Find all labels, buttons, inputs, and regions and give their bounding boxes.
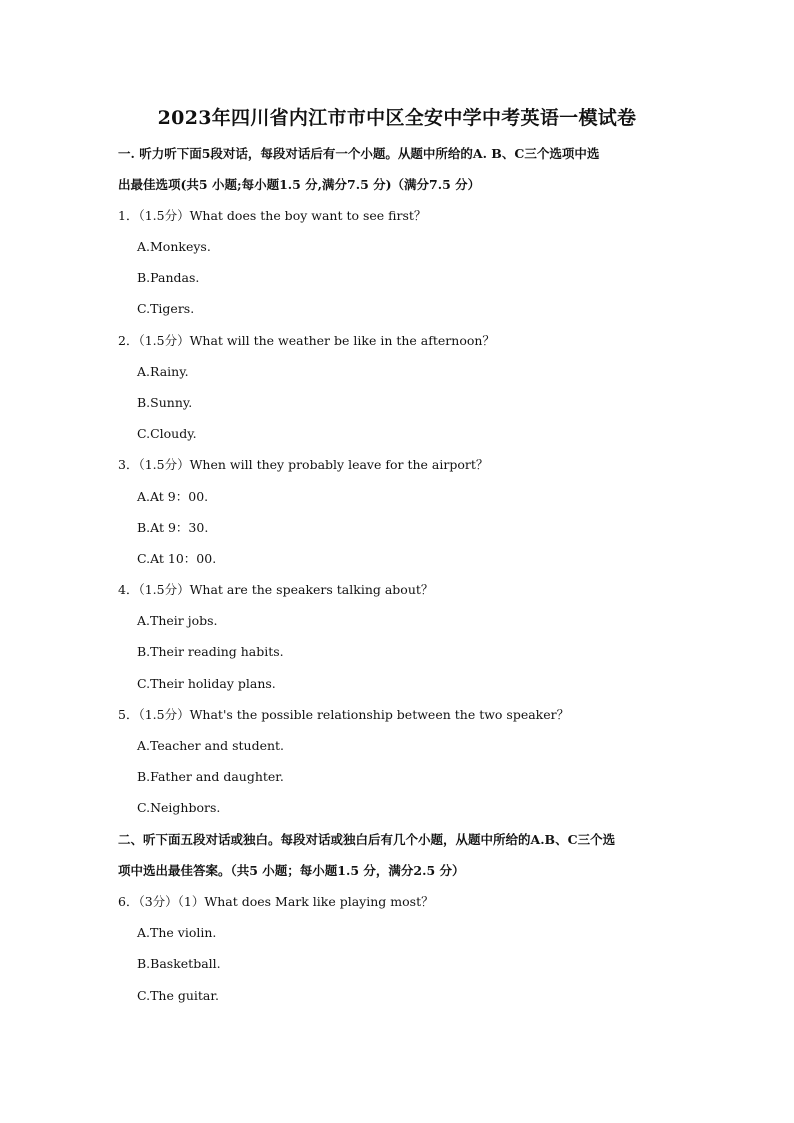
question-3-option-a: A.At 9：00. [137, 489, 209, 504]
question-3-option-c: C.At 10：00. [137, 551, 217, 566]
question-2-option-c: C.Cloudy. [137, 426, 197, 441]
page-title: 2023年四川省内江市市中区全安中学中考英语一模试卷 [157, 107, 637, 129]
question-2-option-a: A.Rainy. [137, 364, 189, 379]
section-1-heading-line-1: 一. 听力听下面5段对话，每段对话后有一个小题。从题中所给的A. B、C三个选项中选 [118, 146, 600, 161]
question-4-option-a: A.Their jobs. [137, 613, 218, 628]
section-2-heading-line-2: 项中选出最佳答案。（共5 小题；每小题1.5 分，满分2.5 分） [118, 863, 465, 878]
question-1-option-b: B.Pandas. [137, 270, 200, 285]
question-6: 6．（3分）（1）What does Mark like playing most？ [118, 894, 434, 909]
question-5-option-c: C.Neighbors. [137, 800, 221, 815]
question-3: 3．（1.5分）When will they probably leave for the airport？ [118, 457, 489, 472]
question-2-option-b: B.Sunny. [137, 395, 193, 410]
question-3-option-b: B.At 9：30. [137, 520, 209, 535]
question-6-option-c: C.The guitar. [137, 988, 219, 1003]
question-6-option-b: B.Basketball. [137, 956, 221, 971]
question-4: 4．（1.5分）What are the speakers talking about？ [118, 582, 434, 597]
question-1-option-a: A.Monkeys. [137, 239, 211, 254]
section-2-heading-line-1: 二、听下面五段对话或独白。每段对话或独白后有几个小题，从题中所给的A.B、C三个选 [118, 832, 616, 847]
section-1-heading-line-2: 出最佳选项(共5 小题;每小题1.5 分,满分7.5 分)（满分7.5 分） [118, 177, 481, 192]
question-4-option-b: B.Their reading habits. [137, 644, 284, 659]
question-1-option-c: C.Tigers. [137, 301, 195, 316]
question-5-option-b: B.Father and daughter. [137, 769, 284, 784]
question-4-option-c: C.Their holiday plans. [137, 676, 276, 691]
question-1: 1．（1.5分）What does the boy want to see first？ [118, 208, 427, 223]
question-5-option-a: A.Teacher and student. [137, 738, 285, 753]
question-6-option-a: A.The violin. [137, 925, 217, 940]
question-2: 2．（1.5分）What will the weather be like in the afternoon？ [118, 333, 495, 348]
question-5: 5．（1.5分）What's the possible relationship between the two speaker？ [118, 707, 570, 722]
